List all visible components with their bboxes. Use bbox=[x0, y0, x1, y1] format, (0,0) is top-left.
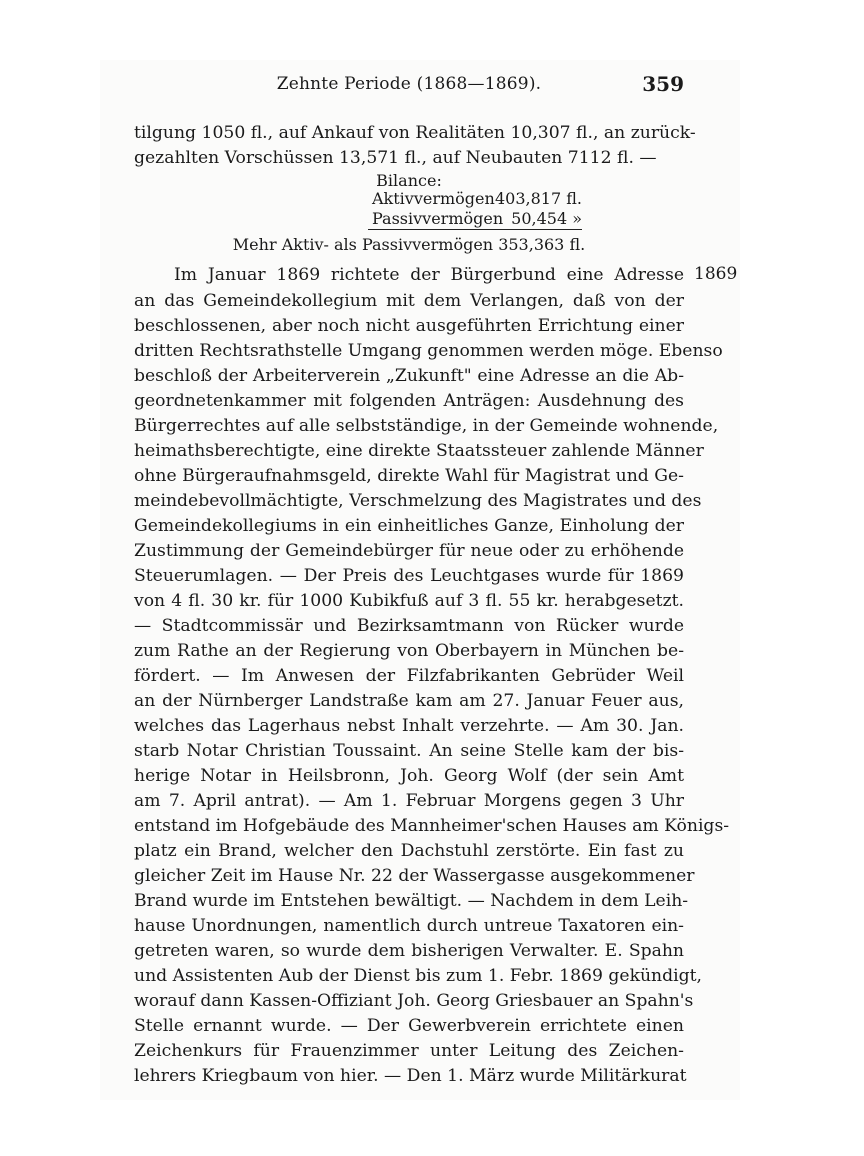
page-number: 359 bbox=[642, 72, 684, 96]
balance-rule bbox=[368, 229, 582, 230]
balance-row-assets bbox=[372, 188, 582, 210]
balance-value: 50,454 » bbox=[511, 209, 582, 228]
text-line: meindebevollmächtigte, Verschmelzung des Magistrates und des bbox=[134, 491, 702, 511]
text-line: worauf dann Kassen-Offiziant Joh. Georg Griesbauer an Spahn's bbox=[134, 991, 694, 1011]
text-line: Gemeindekollegiums in ein einheitliches Ganze, Einholung der bbox=[134, 516, 684, 536]
text-line: gleicher Zeit im Hause Nr. 22 der Wassergasse ausgekommener bbox=[134, 866, 695, 886]
text-line: am 7. April antrat). — Am 1. Februar Morgens gegen 3 Uhr bbox=[134, 791, 684, 811]
running-title: Zehnte Periode (1868—1869). bbox=[276, 74, 542, 94]
balance-label: Passivvermögen bbox=[372, 209, 504, 228]
text-line: platz ein Brand, welcher den Dachstuhl zerstörte. Ein fast zu bbox=[134, 841, 684, 861]
text-line: starb Notar Christian Toussaint. An seine Stelle kam der bis- bbox=[134, 741, 684, 761]
text-line: entstand im Hofgebäude des Mannheimer'schen Hauses am Königs- bbox=[134, 816, 730, 836]
text-line: Brand wurde im Entstehen bewältigt. — Nachdem in dem Leih- bbox=[134, 891, 689, 911]
text-line: beschloß der Arbeiterverein „Zukunft" eine Adresse an die Ab- bbox=[134, 366, 684, 386]
balance-value: 403,817 fl. bbox=[494, 189, 582, 208]
text-line: ohne Bürgeraufnahmsgeld, direkte Wahl für Magistrat und Ge- bbox=[134, 466, 684, 486]
text-line: Stelle ernannt wurde. — Der Gewerbverein errichtete einen bbox=[134, 1016, 684, 1036]
text-line: dritten Rechtsrathstelle Umgang genommen werden möge. Ebenso bbox=[134, 341, 723, 361]
text-line: Zeichenkurs für Frauenzimmer unter Leitung des Zeichen- bbox=[134, 1041, 684, 1061]
text-line: fördert. — Im Anwesen der Filzfabrikanten Gebrüder Weil bbox=[134, 666, 684, 686]
text-line: geordnetenkammer mit folgenden Anträgen: Ausdehnung des bbox=[134, 391, 684, 411]
text-line: an das Gemeindekollegium mit dem Verlangen, daß von der bbox=[134, 291, 684, 311]
balance-label: Aktivvermögen bbox=[372, 189, 495, 208]
text-line: gezahlten Vorschüssen 13,571 fl., auf Neubauten 7112 fl. — bbox=[134, 148, 657, 168]
balance-result: Mehr Aktiv- als Passivvermögen 353,363 fl. bbox=[232, 235, 586, 254]
text-line: lehrers Kriegbaum von hier. — Den 1. März wurde Militärkurat bbox=[134, 1066, 687, 1086]
text-line: Im Januar 1869 richtete der Bürgerbund eine Adresse bbox=[174, 265, 684, 285]
margin-year: 1869 bbox=[694, 264, 738, 284]
text-line: Steuerumlagen. — Der Preis des Leuchtgases wurde für 1869 bbox=[134, 566, 684, 586]
balance-heading: Bilance: bbox=[376, 171, 442, 190]
running-header bbox=[134, 70, 684, 100]
text-line: heimathsberechtigte, eine direkte Staatssteuer zahlende Männer bbox=[134, 441, 704, 461]
text-line: beschlossenen, aber noch nicht ausgeführten Errichtung einer bbox=[134, 316, 684, 336]
text-line: herige Notar in Heilsbronn, Joh. Georg Wolf (der sein Amt bbox=[134, 766, 684, 786]
text-line: — Stadtcommissär und Bezirksamtmann von Rücker wurde bbox=[134, 616, 684, 636]
text-line: und Assistenten Aub der Dienst bis zum 1. Febr. 1869 gekündigt, bbox=[134, 966, 702, 986]
text-line: tilgung 1050 fl., auf Ankauf von Realitäten 10,307 fl., an zurück- bbox=[134, 123, 696, 143]
text-line: zum Rathe an der Regierung von Oberbayern in München be- bbox=[134, 641, 684, 661]
text-line: welches das Lagerhaus nebst Inhalt verzehrte. — Am 30. Jan. bbox=[134, 716, 684, 736]
text-line: an der Nürnberger Landstraße kam am 27. Januar Feuer aus, bbox=[134, 691, 684, 711]
text-line: hause Unordnungen, namentlich durch untreue Taxatoren ein- bbox=[134, 916, 684, 936]
balance-row-liabilities bbox=[372, 208, 582, 230]
text-line: von 4 fl. 30 kr. für 1000 Kubikfuß auf 3 fl. 55 kr. herabgesetzt. bbox=[134, 591, 684, 611]
text-line: getreten waren, so wurde dem bisherigen Verwalter. E. Spahn bbox=[134, 941, 684, 961]
text-line: Zustimmung der Gemeindebürger für neue oder zu erhöhende bbox=[134, 541, 684, 561]
text-line: Bürgerrechtes auf alle selbstständige, in der Gemeinde wohnende, bbox=[134, 416, 719, 436]
